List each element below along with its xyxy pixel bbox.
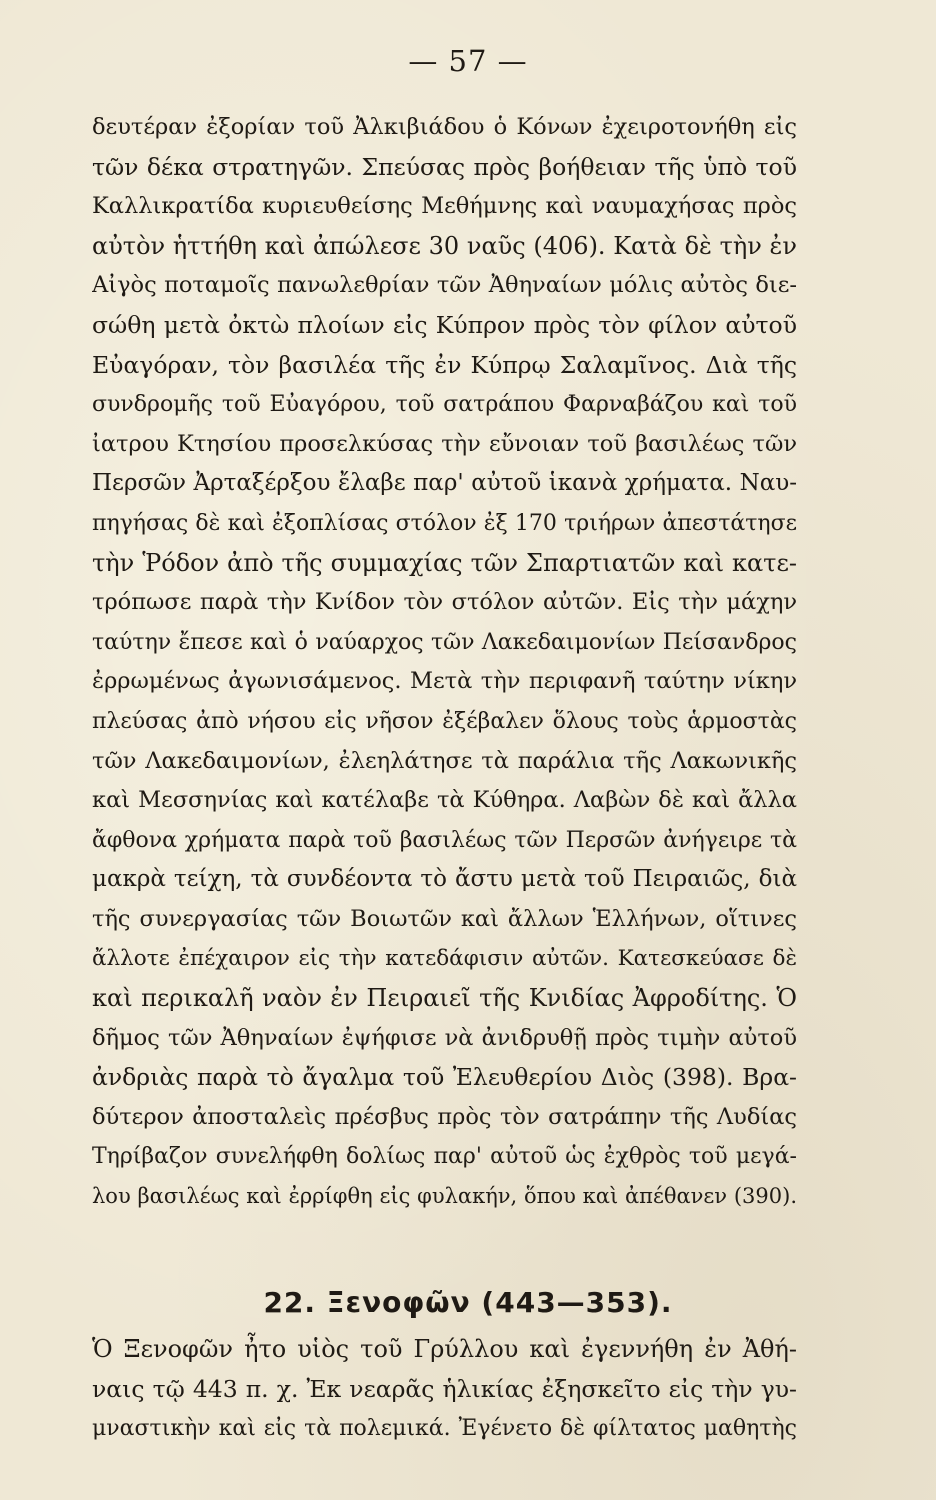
section-heading: 22. Ξενοφῶν (443—353). [263,1286,673,1319]
text-line: σώθη μετὰ ὀκτὼ πλοίων εἰς Κύπρον πρὸς τὸν φίλον αὐτοῦ [92,310,797,339]
page-number: — 57 — [408,44,528,78]
text-line: Τηρίβαζον συνελήφθη δολίως παρ' αὐτοῦ ὡς ἐχθρὸς τοῦ μεγά- [92,1144,797,1170]
text-line: τῆς συνεργασίας τῶν Βοιωτῶν καὶ ἄλλων Ἑλλήνων, οἵτινες [92,905,797,932]
text-line: τὴν Ῥόδον ἀπὸ τῆς συμμαχίας τῶν Σπαρτιατῶν καὶ κατε- [92,548,797,577]
text-line: Ὁ Ξενοφῶν ἦτο υἱὸς τοῦ Γρύλλου καὶ ἐγεννήθη ἐν Ἀθή- [92,1335,797,1363]
text-line: Περσῶν Ἀρταξέρξου ἔλαβε παρ' αὐτοῦ ἱκανὰ χρήματα. Ναυ- [92,470,797,497]
text-line: τῶν δέκα στρατηγῶν. Σπεύσας πρὸς βοήθειαν τῆς ὑπὸ τοῦ [92,152,797,181]
text-line: καὶ Μεσσηνίας καὶ κατέλαβε τὰ Κύθηρα. Λαβὼν δὲ καὶ ἄλλα [92,787,797,814]
text-line: ἰατρου Κτησίου προσελκύσας τὴν εὔνοιαν τοῦ βασιλέως τῶν [92,430,797,457]
text-line: τῶν Λακεδαιμονίων, ἐλεηλάτησε τὰ παράλια τῆς Λακωνικῆς [92,747,797,774]
text-line: τρόπωσε παρὰ τὴν Κνίδον τὸν στόλον αὐτῶν. Εἰς τὴν μάχην [92,589,797,616]
text-line: ἄφθονα χρήματα παρὰ τοῦ βασιλέως τῶν Περσῶν ἀνήγειρε τὰ [92,827,797,853]
text-line: ἄλλοτε ἐπέχαιρον εἰς τὴν κατεδάφισιν αὐτῶν. Κατεσκεύασε δὲ [92,946,797,972]
text-line: μναστικὴν καὶ εἰς τὰ πολεμικά. Ἐγένετο δὲ φίλτατος μαθητὴς [92,1416,797,1442]
body-paragraph [92,108,797,1217]
text-line: ταύτην ἔπεσε καὶ ὁ ναύαρχος τῶν Λακεδαιμονίων Πείσανδρος [92,629,797,655]
text-line: λου βασιλέως καὶ ἐρρίφθη εἰς φυλακήν, ὅπου καὶ ἀπέθανεν (390). [92,1184,797,1209]
text-line: ἀνδριὰς παρὰ τὸ ἄγαλμα τοῦ Ἐλευθερίου Διὸς (398). Βρα- [92,1063,797,1092]
text-line: Εὐαγόραν, τὸν βασιλέα τῆς ἐν Κύπρῳ Σαλαμῖνος. Διὰ τῆς [92,350,797,379]
text-line: μακρὰ τείχη, τὰ συνδέοντα τὸ ἄστυ μετὰ τοῦ Πειραιῶς, διὰ [92,866,797,893]
text-line: δευτέραν ἐξορίαν τοῦ Ἀλκιβιάδου ὁ Κόνων ἐχειροτονήθη εἰς [92,114,797,140]
text-line: ναις τῷ 443 π. χ. Ἐκ νεαρᾶς ἡλικίας ἐξησκεῖτο εἰς τὴν γυ- [92,1374,797,1403]
text-line: δῆμος τῶν Ἀθηναίων ἐψήφισε νὰ ἀνιδρυθῇ πρὸς τιμὴν αὐτοῦ [92,1024,797,1051]
text-line: πλεύσας ἀπὸ νήσου εἰς νῆσον ἐξέβαλεν ὅλους τοὺς ἁρμοστὰς [92,708,797,734]
text-line: αὐτὸν ἡττήθη καὶ ἀπώλεσε 30 ναῦς (406). Κατὰ δὲ τὴν ἐν [92,231,797,260]
text-line: δύτερον ἀποσταλεὶς πρέσβυς πρὸς τὸν σατράπην τῆς Λυδίας [92,1103,797,1130]
text-line: πηγήσας δὲ καὶ ἐξοπλίσας στόλον ἐξ 170 τριήρων ἀπεστάτησε [92,510,797,536]
text-line: συνδρομῆς τοῦ Εὐαγόρου, τοῦ σατράπου Φαρναβάζου καὶ τοῦ [92,392,797,418]
text-line: Αἰγὸς ποταμοῖς πανωλεθρίαν τῶν Ἀθηναίων μόλις αὐτὸς διε- [92,272,797,299]
text-line: καὶ περικαλῆ ναὸν ἐν Πειραιεῖ τῆς Κνιδίας Ἀφροδίτης. Ὁ [92,984,797,1013]
section-paragraph [92,1330,797,1449]
text-line: ἐρρωμένως ἀγωνισάμενος. Μετὰ τὴν περιφανῆ ταύτην νίκην [92,668,797,695]
text-line: Καλλικρατίδα κυριευθείσης Μεθήμνης καὶ ναυμαχήσας πρὸς [92,193,797,220]
